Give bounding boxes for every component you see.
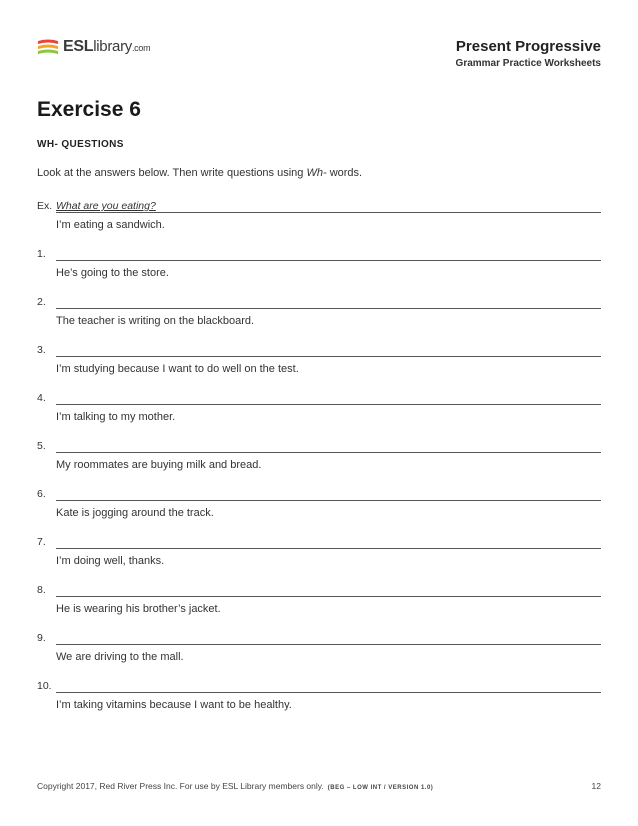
answer-line[interactable] [56, 212, 601, 213]
item-answer: I’m doing well, thanks. [56, 555, 165, 567]
answer-line[interactable] [56, 596, 601, 597]
answer-line[interactable] [56, 452, 601, 453]
esl-library-logo [37, 36, 150, 58]
item-number: Ex. [37, 200, 53, 212]
item-answer: He’s going to the store. [56, 267, 169, 279]
example-question: What are you eating? [56, 200, 156, 212]
answer-line[interactable] [56, 500, 601, 501]
item-answer: I’m taking vitamins because I want to be healthy. [56, 699, 292, 711]
item-answer: He is wearing his brother’s jacket. [56, 603, 221, 615]
item-answer: I’m studying because I want to do well on the test. [56, 363, 299, 375]
item-answer: Kate is jogging around the track. [56, 507, 214, 519]
item-number: 9. [37, 632, 46, 644]
answer-line[interactable] [56, 404, 601, 405]
answer-line[interactable] [56, 308, 601, 309]
footer-copyright: Copyright 2017, Red River Press Inc. For use by ESL Library members only. (BEG – LOW INT / VERSION 1.0) [37, 781, 434, 791]
item-number: 2. [37, 296, 46, 308]
exercise-title: Exercise 6 [37, 98, 141, 121]
level-label: (BEG – LOW INT / VERSION 1.0) [327, 785, 434, 791]
list-item [37, 632, 601, 672]
item-number: 3. [37, 344, 46, 356]
item-number: 4. [37, 392, 46, 404]
list-item [37, 536, 601, 576]
answer-line[interactable] [56, 260, 601, 261]
answer-line[interactable] [56, 356, 601, 357]
answer-line[interactable] [56, 548, 601, 549]
book-stack-icon [37, 37, 59, 57]
list-item [37, 392, 601, 432]
list-item [37, 488, 601, 528]
list-item [37, 296, 601, 336]
item-answer: My roommates are buying milk and bread. [56, 459, 262, 471]
item-answer: The teacher is writing on the blackboard. [56, 315, 255, 327]
list-item [37, 440, 601, 480]
item-answer: I’m eating a sandwich. [56, 219, 165, 231]
item-number: 1. [37, 248, 46, 260]
logo-wordmark: ESLlibrary.com [63, 38, 151, 55]
section-title: WH- QUESTIONS [37, 139, 124, 150]
list-item [37, 200, 601, 240]
item-number: 8. [37, 584, 46, 596]
list-item [37, 584, 601, 624]
item-number: 10. [37, 680, 52, 692]
item-number: 7. [37, 536, 46, 548]
item-answer: We are driving to the mall. [56, 651, 184, 663]
item-number: 6. [37, 488, 46, 500]
page-number: 12 [591, 781, 601, 791]
answer-line[interactable] [56, 644, 601, 645]
worksheet-subtitle: Grammar Practice Worksheets [455, 58, 601, 69]
item-number: 5. [37, 440, 46, 452]
worksheet-title: Present Progressive [455, 38, 601, 55]
list-item [37, 248, 601, 288]
instructions: Look at the answers below. Then write questions using Wh- words. [37, 167, 363, 179]
list-item [37, 680, 601, 720]
item-answer: I’m talking to my mother. [56, 411, 176, 423]
answer-line[interactable] [56, 692, 601, 693]
list-item [37, 344, 601, 384]
